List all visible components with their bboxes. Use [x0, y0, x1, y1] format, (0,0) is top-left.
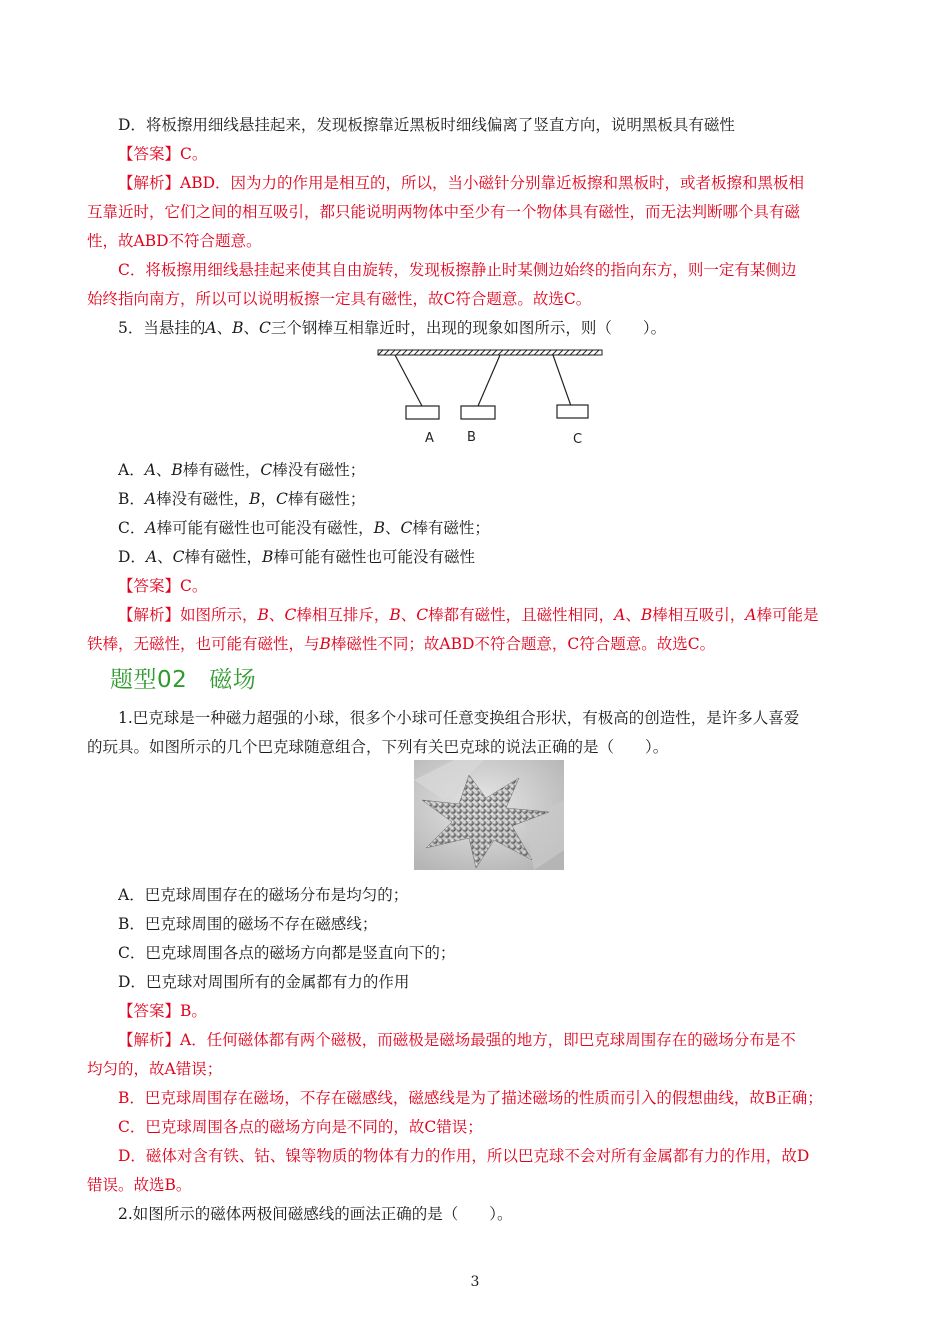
- q5-answer: 【答案】C。: [118, 577, 208, 595]
- q6-analysis-line-1: 【解析】A．任何磁体都有两个磁极，而磁极是磁场最强的地方，即巴克球周围存在的磁场分布是不: [118, 1031, 796, 1049]
- bar-b: [461, 406, 495, 419]
- section-label: 题型02: [110, 667, 188, 693]
- bucky-balls-photo: [414, 760, 564, 870]
- q4-answer: [118, 144, 207, 164]
- q4-analysis-line-5: 始终指向南方，所以可以说明板擦一定具有磁性，故C符合题意。故选C。: [87, 290, 592, 308]
- label-a: A: [425, 431, 434, 446]
- q4-analysis-line-4: C．将板擦用细线悬挂起来使其自由旋转，发现板擦静止时某侧边始终的指向东方，则一定有某侧边: [118, 261, 797, 279]
- section-heading: [110, 661, 256, 694]
- label-c: C: [573, 432, 583, 447]
- q6-option-d: D．巴克球对周围所有的金属都有力的作用: [118, 973, 410, 991]
- q6-stem-line-2: 的玩具。如图所示的几个巴克球随意组合，下列有关巴克球的说法正确的是（ ）。: [87, 738, 669, 756]
- string-c: [553, 355, 571, 406]
- q7-stem: 2.如图所示的磁体两极间磁感线的画法正确的是（ ）。: [118, 1205, 513, 1223]
- hanging-bars-figure: [370, 342, 610, 450]
- q5-option-c: C．A棒可能有磁性也可能没有磁性，B、C棒有磁性；: [118, 519, 490, 537]
- q6-analysis-line-6: 错误。故选B。: [87, 1176, 192, 1194]
- bar-c: [557, 405, 588, 418]
- bar-a: [406, 406, 439, 419]
- label-b: B: [467, 430, 476, 445]
- answer-value: C。: [180, 145, 208, 163]
- q6-option-b: B．巴克球周围的磁场不存在磁感线；: [118, 915, 378, 933]
- q5-option-b: B．A棒没有磁性，B，C棒有磁性；: [118, 490, 366, 508]
- answer-tag: 【答案】: [118, 145, 181, 163]
- q5-analysis-line-2: 铁棒，无磁性，也可能有磁性，与B棒磁性不同；故ABD不符合题意，C符合题意。故选C。: [87, 635, 716, 653]
- ceiling-hatch: [378, 350, 602, 355]
- q4-analysis-line-2: 互靠近时，它们之间的相互吸引，都只能说明两物体中至少有一个物体具有磁性，而无法判断哪个具有磁: [87, 203, 801, 221]
- q4-analysis-line-1: [118, 173, 804, 193]
- page-number: 3: [470, 1274, 480, 1290]
- q5-option-a: A．A、B棒有磁性，C棒没有磁性；: [118, 461, 366, 479]
- q6-option-c: C．巴克球周围各点的磁场方向都是竖直向下的；: [118, 944, 456, 962]
- string-a: [395, 355, 422, 406]
- q4-analysis-line-3: 性，故ABD不符合题意。: [87, 232, 262, 250]
- analysis-tag: 【解析】: [118, 174, 181, 192]
- q6-analysis-line-4: C．巴克球周围各点的磁场方向是不同的，故C错误；: [118, 1118, 483, 1136]
- string-b: [478, 355, 500, 406]
- q6-stem-line-1: 1.巴克球是一种磁力超强的小球，很多个小球可任意变换组合形状，有极高的创造性，是许多人喜爱: [118, 709, 800, 727]
- section-title: 磁场: [209, 667, 257, 693]
- q6-option-a: A．巴克球周围存在的磁场分布是均匀的；: [118, 886, 409, 904]
- q5-option-d: D．A、C棒有磁性，B棒可能有磁性也可能没有磁性: [118, 548, 475, 566]
- q4-option-d: D．将板擦用细线悬挂起来，发现板擦靠近黑板时细线偏离了竖直方向，说明黑板具有磁性: [118, 116, 735, 134]
- q5-stem: 5．当悬挂的A、B、C三个钢棒互相靠近时，出现的现象如图所示，则（ ）。: [118, 319, 667, 337]
- q6-answer: 【答案】B。: [118, 1002, 207, 1020]
- q6-analysis-line-3: B．巴克球周围存在磁场，不存在磁感线，磁感线是为了描述磁场的性质而引入的假想曲线，故B正确；: [118, 1089, 823, 1107]
- q5-analysis-line-1: 【解析】如图所示，B、C棒相互排斥，B、C棒都有磁性，且磁性相同，A、B棒相互吸引，A棒可能是: [118, 606, 819, 624]
- q6-analysis-line-2: 均匀的，故A错误；: [87, 1060, 223, 1078]
- q6-analysis-line-5: D．磁体对含有铁、钴、镍等物质的物体有力的作用，所以巴克球不会对所有金属都有力的作用，故D: [118, 1147, 810, 1165]
- analysis-text: ABD．因为力的作用是相互的，所以，当小磁针分别靠近板擦和黑板时，或者板擦和黑板相: [180, 174, 805, 192]
